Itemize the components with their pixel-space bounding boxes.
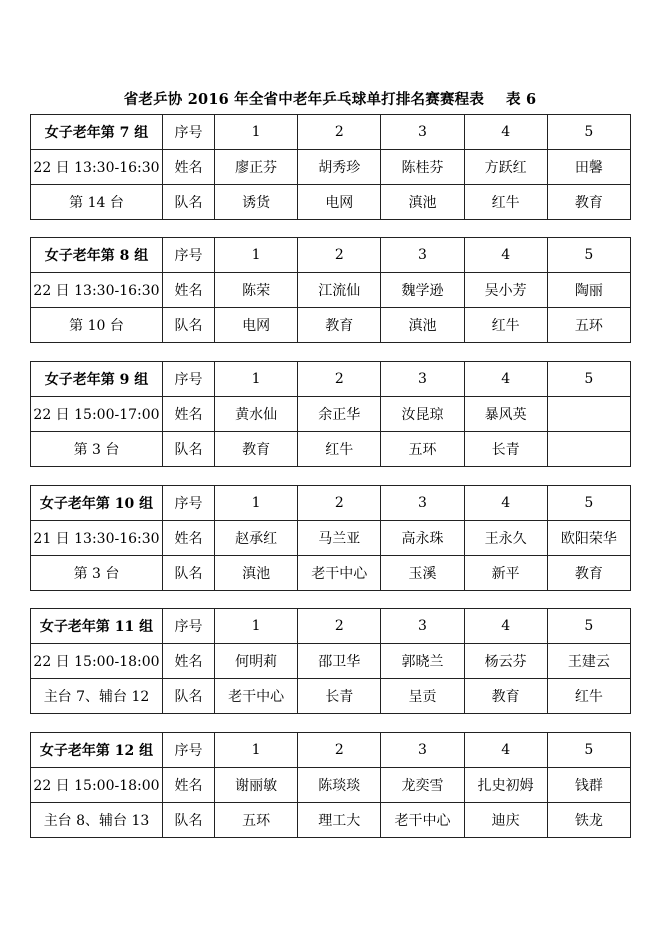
player-name: 吴小芳 <box>464 273 547 308</box>
player-name: 江流仙 <box>298 273 381 308</box>
team-name: 电网 <box>298 185 381 220</box>
match-time: 22 日 15:00-17:00 <box>31 397 163 432</box>
title-text: 省老乒协 2016 年全省中老年乒乓球单打排名赛赛程表 <box>123 91 485 108</box>
team-row <box>31 803 631 838</box>
player-name: 陈桂芬 <box>381 150 464 185</box>
team-name: 铁龙 <box>547 803 630 838</box>
seq-number: 4 <box>464 733 547 768</box>
player-name <box>547 397 630 432</box>
player-name: 余正华 <box>298 397 381 432</box>
group-table <box>30 237 631 343</box>
seq-row <box>31 362 631 397</box>
player-name: 陶丽 <box>547 273 630 308</box>
match-time: 21 日 13:30-16:30 <box>31 521 163 556</box>
seq-number: 3 <box>381 238 464 273</box>
seq-number: 4 <box>464 115 547 150</box>
team-name: 教育 <box>298 308 381 343</box>
player-name: 陈琰琰 <box>298 768 381 803</box>
group-name: 女子老年第 11 组 <box>31 609 163 644</box>
team-label: 队名 <box>163 679 215 714</box>
team-label: 队名 <box>163 556 215 591</box>
player-name: 何明莉 <box>215 644 298 679</box>
player-name: 杨云芬 <box>464 644 547 679</box>
seq-label: 序号 <box>163 609 215 644</box>
seq-number: 4 <box>464 238 547 273</box>
seq-number: 3 <box>381 362 464 397</box>
seq-number: 2 <box>298 733 381 768</box>
seq-number: 5 <box>547 115 630 150</box>
document-title <box>0 88 660 109</box>
player-name: 魏学逊 <box>381 273 464 308</box>
table-number: 第 3 台 <box>31 432 163 467</box>
player-name: 龙奕雪 <box>381 768 464 803</box>
match-time: 22 日 15:00-18:00 <box>31 644 163 679</box>
team-name <box>547 432 630 467</box>
table-number: 第 3 台 <box>31 556 163 591</box>
player-name: 陈荣 <box>215 273 298 308</box>
match-time: 22 日 13:30-16:30 <box>31 150 163 185</box>
name-row <box>31 397 631 432</box>
team-name: 迪庆 <box>464 803 547 838</box>
team-name: 五环 <box>215 803 298 838</box>
seq-number: 1 <box>215 486 298 521</box>
group-name: 女子老年第 12 组 <box>31 733 163 768</box>
team-label: 队名 <box>163 185 215 220</box>
seq-number: 2 <box>298 362 381 397</box>
player-name: 高永珠 <box>381 521 464 556</box>
player-name: 黄水仙 <box>215 397 298 432</box>
player-name: 钱群 <box>547 768 630 803</box>
seq-number: 4 <box>464 609 547 644</box>
sheet-label: 表 6 <box>506 91 537 108</box>
name-row <box>31 150 631 185</box>
team-name: 长青 <box>464 432 547 467</box>
table-number: 主台 7、辅台 12 <box>31 679 163 714</box>
team-name: 五环 <box>547 308 630 343</box>
seq-number: 1 <box>215 362 298 397</box>
team-name: 教育 <box>464 679 547 714</box>
team-name: 教育 <box>547 556 630 591</box>
name-row <box>31 521 631 556</box>
seq-number: 2 <box>298 486 381 521</box>
seq-number: 5 <box>547 609 630 644</box>
name-label: 姓名 <box>163 397 215 432</box>
team-name: 呈贡 <box>381 679 464 714</box>
seq-number: 5 <box>547 486 630 521</box>
seq-label: 序号 <box>163 115 215 150</box>
team-name: 五环 <box>381 432 464 467</box>
group-name: 女子老年第 7 组 <box>31 115 163 150</box>
seq-label: 序号 <box>163 362 215 397</box>
name-row <box>31 273 631 308</box>
seq-label: 序号 <box>163 486 215 521</box>
seq-row <box>31 238 631 273</box>
table-number: 主台 8、辅台 13 <box>31 803 163 838</box>
group-name: 女子老年第 10 组 <box>31 486 163 521</box>
seq-number: 3 <box>381 115 464 150</box>
team-name: 红牛 <box>298 432 381 467</box>
seq-label: 序号 <box>163 733 215 768</box>
seq-row <box>31 733 631 768</box>
group-table <box>30 608 631 714</box>
team-name: 长青 <box>298 679 381 714</box>
seq-number: 1 <box>215 733 298 768</box>
seq-row <box>31 486 631 521</box>
player-name: 方跃红 <box>464 150 547 185</box>
team-row <box>31 679 631 714</box>
team-name: 理工大 <box>298 803 381 838</box>
team-row <box>31 185 631 220</box>
seq-row <box>31 609 631 644</box>
player-name: 汝昆琼 <box>381 397 464 432</box>
table-number: 第 10 台 <box>31 308 163 343</box>
player-name: 田馨 <box>547 150 630 185</box>
group-table <box>30 361 631 467</box>
team-name: 教育 <box>215 432 298 467</box>
team-row <box>31 556 631 591</box>
seq-number: 1 <box>215 609 298 644</box>
player-name: 欧阳荣华 <box>547 521 630 556</box>
seq-number: 3 <box>381 486 464 521</box>
team-name: 老干中心 <box>215 679 298 714</box>
team-name: 诱货 <box>215 185 298 220</box>
match-time: 22 日 13:30-16:30 <box>31 273 163 308</box>
seq-number: 2 <box>298 115 381 150</box>
seq-number: 1 <box>215 115 298 150</box>
name-label: 姓名 <box>163 521 215 556</box>
player-name: 马兰亚 <box>298 521 381 556</box>
name-label: 姓名 <box>163 768 215 803</box>
player-name: 赵承红 <box>215 521 298 556</box>
seq-number: 3 <box>381 609 464 644</box>
team-name: 老干中心 <box>298 556 381 591</box>
player-name: 胡秀珍 <box>298 150 381 185</box>
team-name: 教育 <box>547 185 630 220</box>
team-row <box>31 308 631 343</box>
team-name: 老干中心 <box>381 803 464 838</box>
team-name: 红牛 <box>464 185 547 220</box>
group-name: 女子老年第 8 组 <box>31 238 163 273</box>
seq-number: 3 <box>381 733 464 768</box>
player-name: 王永久 <box>464 521 547 556</box>
seq-number: 4 <box>464 362 547 397</box>
seq-number: 5 <box>547 733 630 768</box>
player-name: 谢丽敏 <box>215 768 298 803</box>
team-name: 玉溪 <box>381 556 464 591</box>
team-name: 新平 <box>464 556 547 591</box>
seq-number: 2 <box>298 609 381 644</box>
name-label: 姓名 <box>163 644 215 679</box>
seq-number: 4 <box>464 486 547 521</box>
seq-number: 1 <box>215 238 298 273</box>
match-time: 22 日 15:00-18:00 <box>31 768 163 803</box>
team-row <box>31 432 631 467</box>
name-label: 姓名 <box>163 150 215 185</box>
table-number: 第 14 台 <box>31 185 163 220</box>
player-name: 扎史初姆 <box>464 768 547 803</box>
group-table <box>30 732 631 838</box>
seq-number: 2 <box>298 238 381 273</box>
group-table <box>30 114 631 220</box>
seq-number: 5 <box>547 238 630 273</box>
team-name: 滇池 <box>381 185 464 220</box>
team-label: 队名 <box>163 308 215 343</box>
name-row <box>31 644 631 679</box>
team-name: 滇池 <box>215 556 298 591</box>
team-name: 电网 <box>215 308 298 343</box>
player-name: 廖正芬 <box>215 150 298 185</box>
team-name: 滇池 <box>381 308 464 343</box>
team-name: 红牛 <box>547 679 630 714</box>
player-name: 郭晓兰 <box>381 644 464 679</box>
team-label: 队名 <box>163 803 215 838</box>
player-name: 王建云 <box>547 644 630 679</box>
group-name: 女子老年第 9 组 <box>31 362 163 397</box>
seq-number: 5 <box>547 362 630 397</box>
team-name: 红牛 <box>464 308 547 343</box>
team-label: 队名 <box>163 432 215 467</box>
seq-row <box>31 115 631 150</box>
seq-label: 序号 <box>163 238 215 273</box>
group-table <box>30 485 631 591</box>
player-name: 邵卫华 <box>298 644 381 679</box>
player-name: 暴风英 <box>464 397 547 432</box>
name-row <box>31 768 631 803</box>
name-label: 姓名 <box>163 273 215 308</box>
